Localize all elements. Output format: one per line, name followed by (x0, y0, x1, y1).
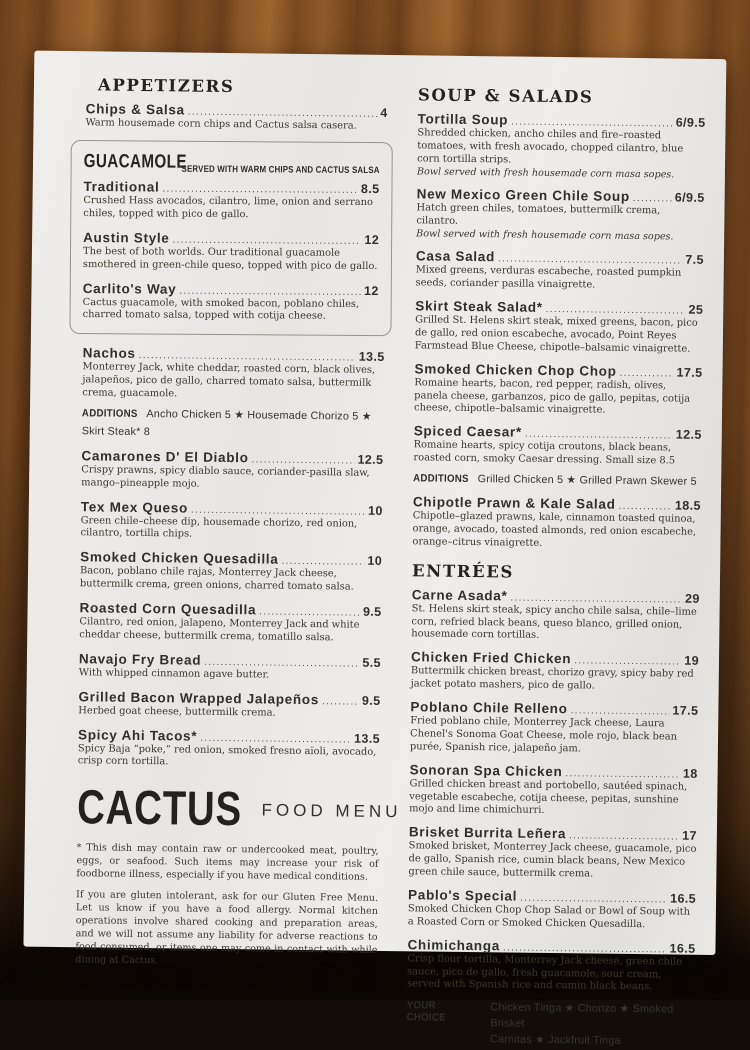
item-price: 17 (682, 828, 697, 844)
menu-item (411, 650, 699, 695)
dot-leader (179, 285, 361, 297)
dot-leader (574, 656, 681, 668)
item-name: Sonoran Spa Chicken (409, 761, 563, 779)
item-name: Skirt Steak Salad* (415, 298, 543, 315)
dot-leader (162, 183, 358, 195)
item-price: 7.5 (685, 252, 704, 268)
item-description: Cilantro, red onion, jalapeno, Monterrey Jack and white cheddar cheese, buttermilk crema, tomatillo salsa. (79, 616, 360, 644)
your-choice-label: YOUR CHOICE (406, 999, 446, 1025)
item-name: Smoked Chicken Quesadilla (80, 549, 279, 567)
dot-leader (259, 606, 360, 618)
dot-leader (565, 768, 680, 780)
menu-item (78, 689, 380, 722)
item-description: Romaine hearts, spicy cotija croutons, black beans, roasted corn, smoky Caesar dressing. Small size 8.5 (413, 439, 676, 467)
item-row (83, 179, 379, 196)
cactus-logo: CACTUS (76, 781, 243, 837)
additions-label: ADDITIONS (413, 472, 469, 486)
menu-item (412, 494, 701, 552)
guacamole-header (84, 151, 380, 179)
item-price: 29 (684, 591, 700, 606)
item-price: 18.5 (674, 498, 701, 513)
item-price: 18 (682, 766, 698, 781)
item-name: Grilled Bacon Wrapped Jalapeños (78, 688, 320, 707)
item-description: Buttermilk chicken breast, chorizo gravy, spicy baby red jacket potato mashers, pico de gallo. (410, 665, 694, 692)
menu-item (79, 600, 381, 645)
item-name: Camarones D' El Diablo (81, 448, 249, 466)
item-note: Bowl served with fresh housemade corn masa sopes. (416, 165, 675, 181)
item-name: Carlito's Way (82, 280, 177, 297)
item-price: 12 (363, 283, 379, 298)
item-name: Chipotle Prawn & Kale Salad (412, 494, 616, 512)
item-name: Traditional (83, 178, 160, 195)
appetizers-list (78, 345, 385, 772)
item-price: 9.5 (362, 604, 382, 619)
menu-item (415, 298, 704, 356)
your-choice-line-1: Chicken Tinga ★ Chorizo ★ Smoked Brisket (490, 1001, 674, 1030)
menu-item (85, 101, 387, 134)
item-name: Chimichanga (407, 936, 501, 954)
menu-item (410, 699, 699, 757)
item-price: 6/9.5 (675, 115, 706, 130)
appetizers-heading: APPETIZERS (97, 75, 235, 97)
dot-leader (520, 893, 667, 906)
left-column (75, 75, 402, 978)
item-name: Smoked Chicken Chop Chop (414, 361, 617, 379)
item-price: 13.5 (358, 349, 385, 365)
dot-leader (503, 942, 667, 955)
item-description: Chipotle–glazed prawns, kale, cinnamon toasted quinoa, orange, avocado, toasted almonds, red onion escabeche, orange–citrus vinaigrette. (412, 510, 697, 549)
item-description: The best of both worlds. Our traditional guacamole smothered in green-chile queso, topped with pico de gallo. (82, 245, 378, 272)
item-description: Smoked brisket, Monterrey Jack cheese, guacamole, pico de gallo, Spanish rice, cumin black beans, New Mexico green chile sauce, buttermilk crema. (408, 840, 697, 880)
item-row (83, 280, 379, 297)
guacamole-heading: GUACAMOLE (83, 150, 187, 173)
food-menu-label: FOOD MENU (261, 800, 402, 822)
guacamole-list (83, 179, 380, 324)
item-name: Tortilla Soup (417, 111, 509, 128)
item-description: St. Helens skirt steak, spicy ancho chile salsa, chile–lime corn, refried black beans, queso blanco, grilled onion, housemade corn tortillas. (411, 602, 697, 642)
item-description: Spicy Baja “poke,” red onion, smoked fresno aïoli, avocado, crisp corn tortilla. (77, 742, 377, 768)
dot-leader (619, 368, 673, 380)
item-price: 4 (380, 105, 388, 120)
item-description: Hatch green chiles, tomatoes, buttermilk crema, cilantro. (416, 202, 661, 227)
dot-leader (322, 696, 359, 707)
item-description: Smoked Chicken Chop Chop Salad or Bowl of Soup with a Roasted Corn or Smoked Chicken Quesadilla. (407, 903, 691, 930)
dot-leader (191, 504, 365, 517)
item-price: 9.5 (361, 693, 381, 708)
your-choice-block (406, 1000, 695, 1050)
dot-leader (204, 657, 359, 670)
item-additions (82, 403, 384, 443)
item-description: Romaine hearts, bacon, red pepper, radish, olives, panela cheese, garbanzos, pico de gallo, pepitas, cotija cheese, chipotle–balsamic vinaigrette. (413, 376, 691, 417)
additions-text: Grilled Chicken 5 ★ Grilled Prawn Skewer 5 (477, 473, 697, 488)
guacamole-box (69, 140, 392, 336)
menu-item (78, 727, 380, 772)
additions-text: Ancho Chicken 5 ★ Housemade Chorizo 5 ★ Skirt Steak* 8 (81, 407, 372, 438)
menu-paper (23, 51, 726, 1047)
item-name: Roasted Corn Quesadilla (79, 600, 257, 618)
item-description: Crisp flour tortilla, Monterrey Jack cheese, green chile sauce, pico de gallo, fresh guacamole, sour cream, served with Spanish rice and cumin black beans. (406, 952, 683, 993)
dot-leader (619, 501, 672, 513)
item-price: 10 (368, 503, 383, 518)
item-row (83, 230, 379, 247)
item-name: Brisket Burrita Leñera (408, 824, 567, 842)
menu-item (80, 549, 382, 594)
appetizers-intro-list (85, 101, 387, 134)
item-price: 6/9.5 (674, 190, 705, 205)
item-name: New Mexico Green Chile Soup (416, 186, 630, 205)
menu-item (81, 448, 383, 493)
item-name: Austin Style (83, 229, 170, 246)
item-name: Poblano Chile Relleno (410, 699, 568, 717)
item-description: Bacon, poblano chile rajas, Monterrey Jack cheese, buttermilk crema, green onions, charred tomato salsa. (79, 565, 354, 593)
item-description: Mixed greens, verduras escabeche, roasted pumpkin seeds, coriander pasilla vinaigrette. (415, 264, 682, 291)
menu-item (416, 186, 705, 244)
dot-leader (252, 454, 355, 466)
menu-item (79, 651, 381, 684)
dot-leader (188, 107, 378, 120)
item-price: 10 (367, 554, 383, 569)
menu-item (80, 499, 382, 544)
dot-leader (511, 116, 673, 129)
dot-leader (633, 193, 672, 204)
item-description: Crushed Hass avocados, cilantro, lime, onion and serrano chiles, topped with pico de gallo. (83, 194, 373, 220)
menu-item (413, 424, 702, 490)
dot-leader (498, 254, 682, 267)
item-description: Grilled chicken breast and portobello, sautéed spinach, vegetable escabeche, cotija cheese, pepitas, sunshine mojo and lime chimichurri. (409, 777, 688, 817)
item-description: Grilled St. Helens skirt steak, mixed greens, bacon, pico de gallo, red onion escabeche, avocado, Point Reyes Farmstead Blue Cheese, chipotle–balsamic vinaigrette. (414, 314, 698, 355)
item-name: Chips & Salsa (85, 101, 185, 118)
item-price: 25 (688, 302, 704, 317)
menu-item (414, 361, 703, 419)
item-price: 12 (364, 232, 380, 247)
right-column (406, 85, 706, 1050)
item-price: 5.5 (362, 655, 382, 670)
item-price: 17.5 (676, 365, 703, 380)
item-name: Spiced Caesar* (413, 423, 522, 440)
dot-leader (569, 831, 679, 843)
item-description: Crispy prawns, spicy diablo sauce, coriander-pasilla slaw, mango–pineapple mojo. (81, 463, 370, 490)
item-description: Fried poblano chile, Monterrey Jack cheese, Laura Chenel's Sonoma Goat Cheese, mole rojo, black bean purée, Spanish rice, jalapeño jam. (409, 715, 678, 755)
dot-leader (525, 429, 673, 442)
item-price: 8.5 (360, 181, 380, 196)
menu-item (83, 230, 379, 274)
entrees-list (407, 587, 700, 995)
footnote-gluten-allergy: If you are gluten intolerant, ask for our Gluten Free Menu. Let us know if you have a food allergy. Normal kitchen operations involve shared cooking and preparation areas, and we will not assume any liability for adverse reactions to food consumed, or items one may come in contact with while dining at Cactus. (75, 889, 379, 966)
menu-item (83, 280, 379, 324)
guacamole-note: SERVED WITH WARM CHIPS AND CACTUS SALSA (181, 163, 380, 175)
additions-label: ADDITIONS (81, 407, 138, 420)
menu-item (82, 345, 385, 442)
item-note: Bowl served with fresh housemade corn masa sopes. (416, 228, 674, 243)
item-description: Green chile–cheese dip, housemade chorizo, red onion, cilantro, tortilla chips. (80, 514, 358, 540)
item-price: 19 (684, 653, 700, 669)
your-choice-line-2: Carnitas ★ Jackfruit Tinga (489, 1032, 621, 1047)
menu-item (417, 111, 706, 182)
item-name: Nachos (82, 345, 136, 362)
item-name: Spicy Ahi Tacos* (77, 726, 198, 744)
item-price: 16.5 (669, 941, 696, 956)
item-description: Monterrey Jack, white cheddar, roasted corn, black olives, jalapeños, pico de gallo, charred tomato salsa, buttermilk crema, guacamole. (82, 361, 376, 400)
item-price: 12.5 (675, 427, 702, 443)
item-description: Cactus guacamole, with smoked bacon, poblano chiles, charred tomato salsa, topped with cotija cheese. (82, 296, 360, 322)
item-name: Carne Asada* (411, 586, 508, 604)
menu-item (415, 249, 703, 294)
soup-salads-list (412, 111, 705, 552)
menu-item (408, 887, 696, 932)
item-name: Navajo Fry Bread (78, 650, 202, 668)
item-description: With whipped cinnamon agave butter. (78, 666, 270, 681)
item-price: 12.5 (357, 452, 384, 467)
item-name: Tex Mex Queso (80, 498, 189, 516)
dot-leader (200, 732, 351, 745)
item-name: Pablo's Special (408, 887, 518, 904)
menu-item (411, 587, 700, 645)
item-price: 13.5 (354, 731, 381, 746)
menu-item (83, 179, 379, 223)
menu-item (408, 825, 697, 883)
item-description: Shredded chicken, ancho chiles and fire–roasted tomatoes, with fresh avocado, chopped cilantro, blue corn tortilla strips. (417, 127, 684, 166)
dot-leader (172, 234, 361, 246)
footnote-raw-food: * This dish may contain raw or undercooked meat, poultry, eggs, or seafood. Such items may increase your risk of foodborne illness, especially if you have medical conditions. (76, 842, 379, 883)
item-price: 17.5 (672, 703, 699, 718)
item-price: 16.5 (670, 891, 697, 906)
dot-leader (571, 705, 670, 717)
item-description: Warm housemade corn chips and Cactus salsa casera. (85, 117, 357, 132)
item-name: Casa Salad (415, 248, 496, 265)
soup-salads-heading: SOUP & SALADS (417, 85, 594, 107)
dot-leader (281, 556, 364, 568)
item-description: Herbed goat cheese, buttermilk crema. (78, 704, 276, 719)
dot-leader (510, 592, 682, 605)
menu-item (409, 762, 698, 820)
item-name: Chicken Fried Chicken (410, 649, 572, 667)
item-additions (413, 468, 701, 490)
your-choice-options (490, 1001, 695, 1050)
dot-leader (546, 304, 686, 317)
menu-item (407, 937, 696, 995)
brand-block (76, 781, 402, 837)
entrees-heading: ENTRÉES (411, 560, 515, 582)
